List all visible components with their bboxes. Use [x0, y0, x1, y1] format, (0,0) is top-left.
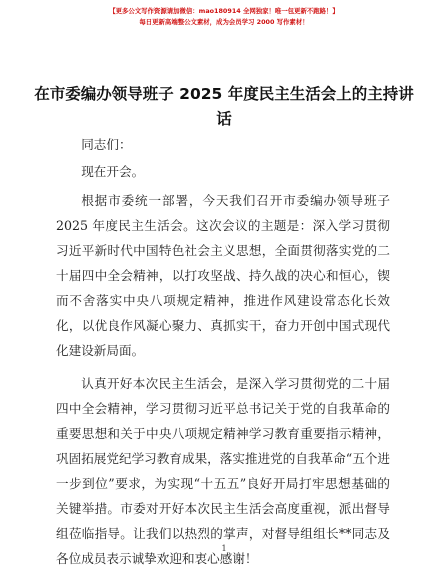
promo-banner-line-1: 【更多公文写作资源请加微信：mao180914 全网独家！唯一包更新不跑路！】	[109, 7, 339, 15]
document-body	[56, 132, 390, 571]
body-paragraph-1: 根据市委统一部署，今天我们召开市委编办领导班子 2025 年度民主生活会。这次会议的主题是：深入学习贯彻习近平新时代中国特色社会主义思想，全面贯彻落实党的二十届四中全会精神，以打攻坚战、持久战的决心和恒心，锲而不舍落实中央八项规定精神，推进作风建设常态化长效化，以优良作风凝心聚力、真抓实干，奋力开创中国式现代化建设新局面。	[56, 193, 390, 358]
greeting: 同志们：	[81, 137, 132, 152]
document-title: 在市委编办领导班子 2025 年度民主生活会上的主持讲话	[34, 85, 414, 128]
promo-banner	[0, 6, 448, 28]
opening-line: 现在开会。	[81, 164, 145, 179]
promo-banner-line-2: 每日更新高端整公文素材，成为会员学习 2000 写作素材！	[139, 18, 309, 26]
page-number: 1	[221, 544, 227, 553]
body-paragraph-2: 认真开好本次民主生活会，是深入学习贯彻党的二十届四中全会精神，学习贯彻习近平总书记关于党的自我革命的重要思想和关于中央八项规定精神学习教育重要指示精神，巩固拓展党纪学习教育成果，落实推进党的自我革命“五个进一步到位”要求，为实现“十五五”良好开局打牢思想基础的关键举措。市委对开好本次民主生活会高度重视，派出督导组莅临指导。让我们以热烈的掌声，对督导组组长**同志及各位成员表示诚挚欢迎和衷心感谢！	[56, 376, 390, 566]
